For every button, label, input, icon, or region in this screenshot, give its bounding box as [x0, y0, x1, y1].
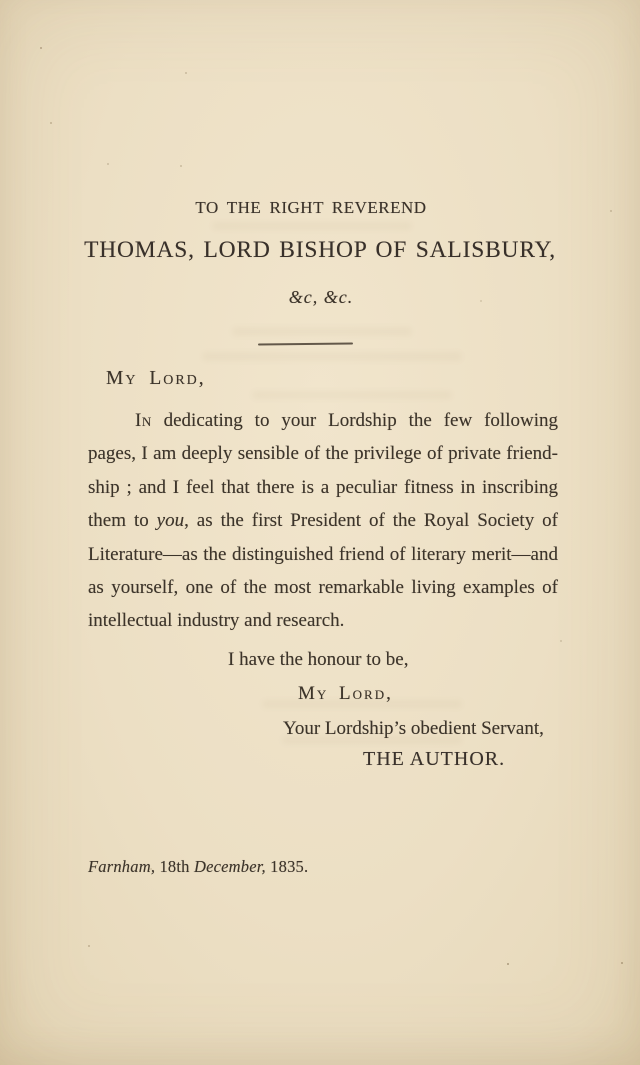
- dateline-year: 1835.: [265, 857, 309, 876]
- body-line: intellectual industry and research.: [88, 610, 345, 632]
- author-signature: THE AUTHOR.: [363, 748, 506, 770]
- separator-rule: [258, 343, 353, 346]
- dateline-place: Farnham,: [88, 857, 156, 876]
- dateline: [88, 859, 308, 876]
- body-line: Literature—as the distinguished friend of literary merit—and: [88, 543, 558, 565]
- dateline-day: 18th: [155, 857, 194, 876]
- ink-showthrough: [212, 222, 412, 230]
- dedication-salutation-caps: TO THE RIGHT REVEREND: [195, 198, 427, 217]
- body-line: as yourself, one of the most remarkable living examples of: [88, 577, 558, 599]
- body-line: [88, 504, 558, 537]
- etcetera-line: &c, &c.: [288, 287, 354, 307]
- body-line-text: , as the first President of the Royal Society of: [184, 510, 558, 532]
- body-line-text: dedicating to your Lordship the few following: [151, 410, 558, 431]
- closing-line-my-lord: My Lord,: [298, 683, 393, 704]
- emphasized-word: you: [156, 510, 185, 532]
- body-line: ship ; and I feel that there is a peculiar fitness in inscribing: [88, 476, 558, 498]
- body-line: pages, I am deeply sensible of the privilege of private friend-: [88, 443, 558, 465]
- letter-body: [88, 404, 558, 638]
- closing-line-honour: I have the honour to be,: [228, 649, 409, 670]
- ink-showthrough: [232, 327, 412, 336]
- dedicatee-name-title: THOMAS, LORD BISHOP OF SALISBURY,: [84, 237, 556, 263]
- small-caps-opening: In: [135, 410, 152, 431]
- closing-line-servant: Your Lordship’s obedient Servant,: [283, 718, 544, 739]
- dateline-month: December,: [193, 857, 266, 876]
- paper-speckles: [0, 0, 2, 2]
- body-line-text: them to: [88, 510, 157, 532]
- body-line: [88, 404, 558, 437]
- ink-showthrough: [252, 391, 452, 399]
- letter-salutation: My Lord,: [106, 368, 206, 389]
- ink-showthrough: [202, 352, 462, 361]
